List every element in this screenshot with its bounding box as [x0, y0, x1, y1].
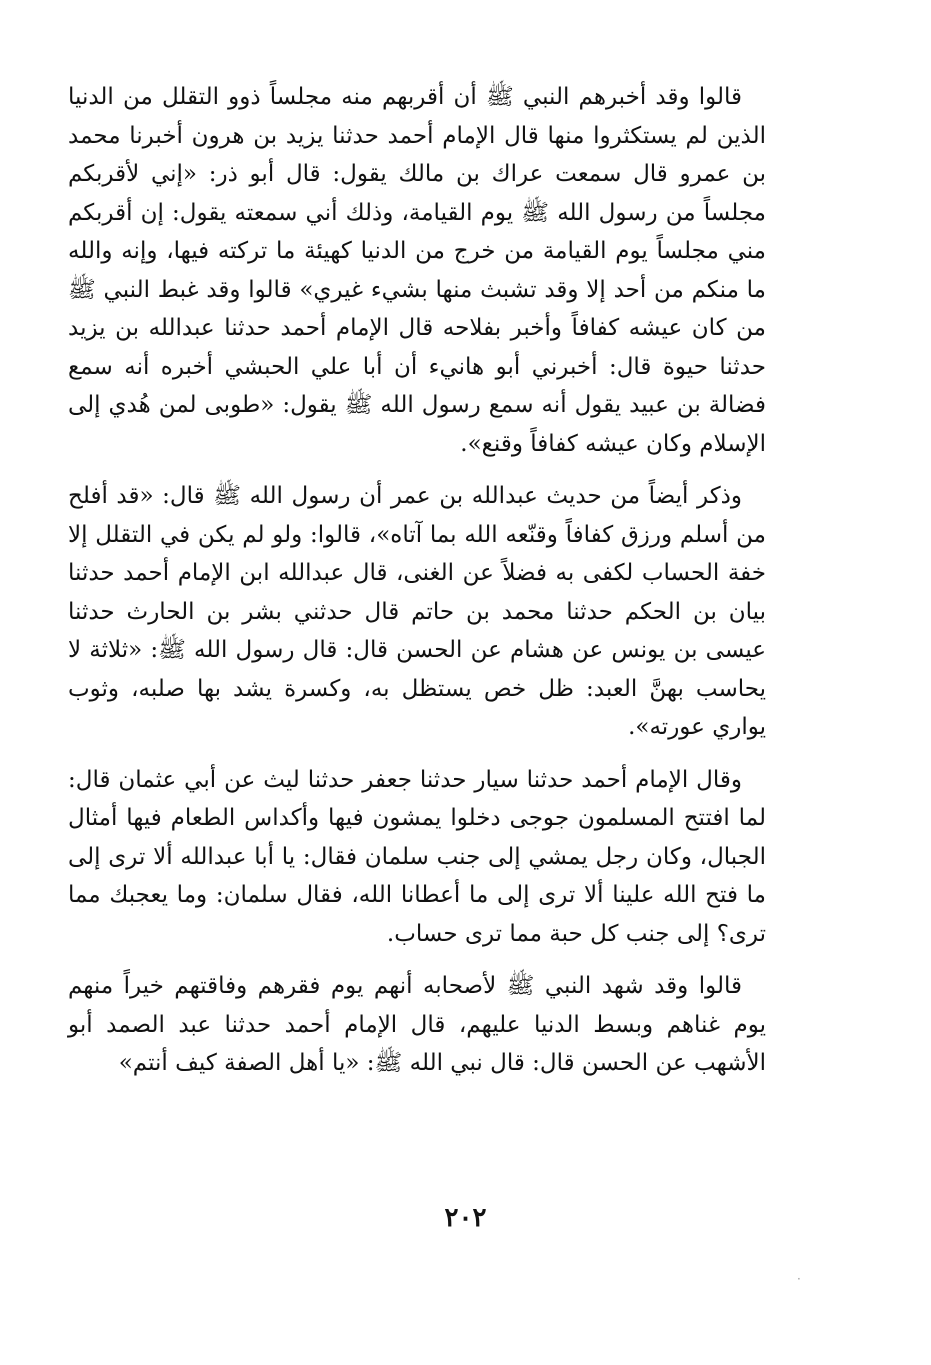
page-body	[68, 78, 766, 1097]
scan-speck-mark: ·	[797, 1272, 801, 1286]
paragraph-4: قالوا وقد شهد النبي ﷺ لأصحابه أنهم يوم فقرهم وفاقتهم خيراً منهم يوم غناهم وبسط الدنيا عليهم، قال الإمام أحمد حدثنا عبد الصمد أبو الأشهب عن الحسن قال: قال نبي الله ﷺ: «يا أهل الصفة كيف أنتم»	[68, 973, 766, 1076]
paragraph-1: قالوا وقد أخبرهم النبي ﷺ أن أقربهم منه مجلساً ذوو التقلل من الدنيا الذين لم يستكثروا منها قال الإمام أحمد حدثنا يزيد بن هرون أخبرنا محمد بن عمرو قال سمعت عراك بن مالك يقول: قال أبو ذر: «إني لأقربكم مجلساً من رسول الله ﷺ يوم القيامة، وذلك أني سمعته يقول: إن أقربكم مني مجلساً يوم القيامة من خرج من الدنيا كهيئة ما تركته فيها، وإنه والله ما منكم من أحد إلا وقد تشبث منها بشيء غيري» قالوا وقد غبط النبي ﷺ من كان عيشه كفافاً وأخبر بفلاحه قال الإمام أحمد حدثنا عبدالله بن يزيد حدثنا حيوة قال: أخبرني أبو هانيء أن أبا علي الحبشي أخبره أنه سمع فضالة بن عبيد يقول أنه سمع رسول الله ﷺ يقول: «طوبى لمن هُدي إلى الإسلام وكان عيشه كفافاً وقنع».	[68, 84, 766, 457]
paragraph-3: وقال الإمام أحمد حدثنا سيار حدثنا جعفر حدثنا ليث عن أبي عثمان قال: لما افتتح المسلمون جوجى دخلوا يمشون فيها وأكداس الطعام فيها أمثال الجبال، وكان رجل يمشي إلى جنب سلمان فقال: يا أبا عبدالله ألا ترى إلى ما فتح الله علينا ألا ترى إلى ما أعطانا الله، فقال سلمان: وما يعجبك مما ترى؟ إلى جنب كل حبة مما ترى حساب.	[68, 766, 766, 947]
page-number: ٢٠٢	[444, 1203, 487, 1233]
paragraph-2: وذكر أيضاً من حديث عبدالله بن عمر أن رسول الله ﷺ قال: «قد أفلح من أسلم ورزق كفافاً وقنّعه الله بما آتاه»، قالوا: ولو لم يكن في التقلل إلا خفة الحساب لكفى به فضلاً عن الغنى، قال عبدالله ابن الإمام أحمد حدثنا بيان بن الحكم حدثنا محمد بن حاتم قال حدثني بشر بن الحارث حدثنا عيسى بن يونس عن هشام عن الحسن قال: قال رسول الله ﷺ: «ثلاثة لا يحاسب بهنَّ العبد: ظل خص يستظل به، وكسرة يشد بها صلبه، وثوب يواري عورته».	[68, 483, 766, 740]
